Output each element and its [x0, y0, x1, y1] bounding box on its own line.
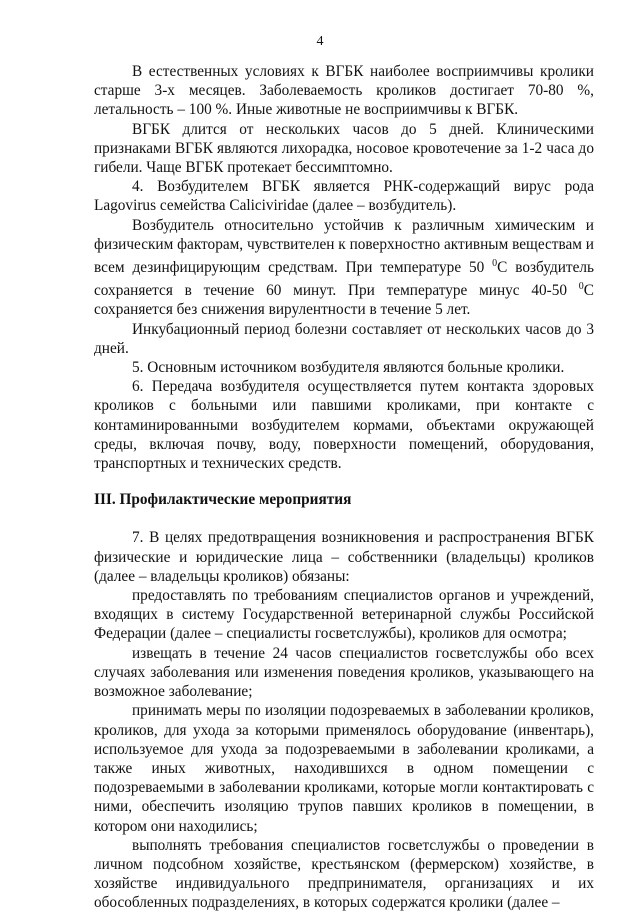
- paragraph-pathogen: 4. Возбудителем ВГБК является РНК-содержащий вирус рода Lagovirus семейства Caliciviridae (далее – возбудитель).: [94, 178, 594, 215]
- resistance-text-a: Возбудитель относительно устойчив к различным химическим и физическим факторам, чувствителен к поверхностно активным веществам и всем дезинфицирующим средствам. При температуре 50: [94, 216, 594, 277]
- paragraph-obligations: 7. В целях предотвращения возникновения и распространения ВГБК физические и юридические лица – собственники (владельцы) кроликов (далее – владельцы кроликов) обязаны:: [94, 529, 594, 585]
- paragraph-duration: ВГБК длится от нескольких часов до 5 дней. Клиническими признаками ВГБК являются лихорадка, носовое кровотечение за 1-2 часа до гибели. Чаще ВГБК протекает бессимптомно.: [94, 120, 594, 177]
- resistance-text-c: С сохраняется без снижения вирулентности в течение 5 лет.: [94, 282, 594, 319]
- paragraph-susceptibility: В естественных условиях к ВГБК наиболее восприимчивы кролики старше 3-х месяцев. Заболеваемость кроликов достигает 70-80 %, летальность – 100 %. Иные животные не восприимчивы к ВГБК.: [94, 63, 594, 119]
- degree-superscript: 0: [578, 281, 584, 293]
- paragraph-provide-rabbits: предоставлять по требованиям специалистов органов и учреждений, входящих в систему Государственной ветеринарной службы Российской Федерации (далее – специалисты госветслужбы), кроликов для осмотра;: [94, 587, 594, 643]
- paragraph-notify: извещать в течение 24 часов специалистов госветслужбы обо всех случаях заболевания или изменения поведения кроликов, указывающего на возможное заболевание;: [94, 644, 594, 701]
- page-number: 4: [316, 34, 324, 49]
- paragraph-requirements: выполнять требования специалистов госветслужбы о проведении в личном подсобном хозяйстве, крестьянском (фермерском) хозяйстве, в хозяйстве индивидуального предпринимателя, организациях и их обособленных подразделениях, в которых содержатся кролики (далее –: [94, 836, 594, 912]
- paragraph-incubation: Инкубационный период болезни составляет от нескольких часов до 3 дней.: [94, 320, 594, 357]
- section-heading: III. Профилактические мероприятия: [94, 491, 352, 509]
- resistance-text-b: С возбудитель сохраняется в течение 60 минут. При температуре минус 40-50: [94, 259, 594, 300]
- document-body: [94, 62, 594, 913]
- paragraph-source: 5. Основным источником возбудителя являются больные кролики.: [132, 359, 565, 377]
- degree-superscript: 0: [492, 258, 498, 270]
- paragraph-transmission: 6. Передача возбудителя осуществляется путем контакта здоровых кроликов с больными или павшими кроликами, при контакте с контаминированными возбудителем кормами, объектами окружающей среды, включая почву, воду, поверхности помещений, оборудования, транспортных и технических средств.: [94, 378, 594, 473]
- paragraph-resistance: [94, 216, 594, 320]
- paragraph-isolation: принимать меры по изоляции подозреваемых в заболевании кроликов, кроликов, для ухода за которыми применялось оборудование (инвентарь), используемое для ухода за подозреваемыми в заболевании кроликами, а также иных животных, находившихся в одном помещении с подозреваемыми в заболевании кроликами, которые могли контактировать с ними, обеспечить изоляцию трупов павших кроликов в помещении, в котором они находились;: [94, 702, 594, 835]
